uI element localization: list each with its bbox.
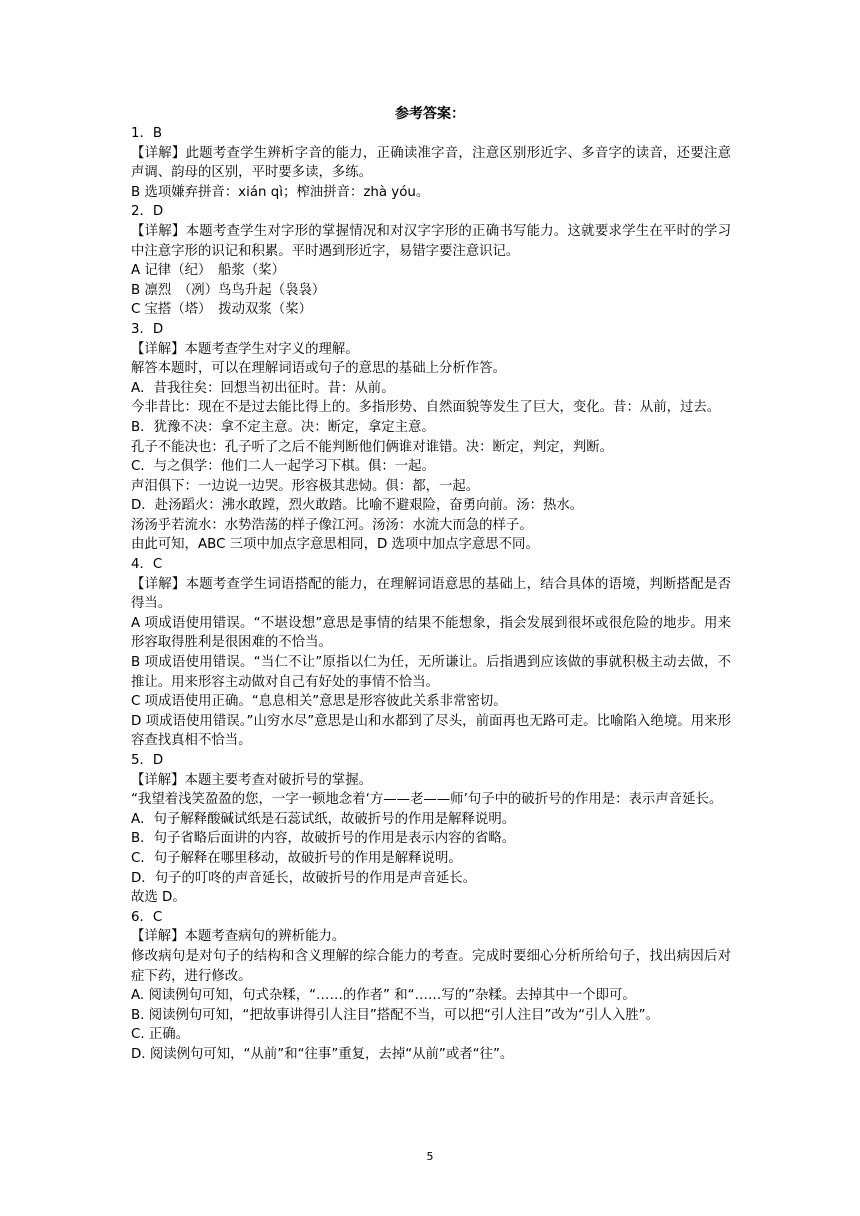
- explanation-text: C．与之俱学：他们二人一起学习下棋。俱：一起。: [131, 459, 435, 475]
- explanation-text: 【详解】本题考查学生词语搭配的能力，在理解词语意思的基础上，结合具体的语境，判断搭配是否得当。: [131, 576, 731, 612]
- explanation-text: B 凛烈 （冽）鸟鸟升起（袅袅）: [131, 282, 326, 298]
- explanation-text: 由此可知，ABC 三项中加点字意思相同，D 选项中加点字意思不同。: [131, 537, 539, 553]
- answer-number: 1．B: [131, 126, 163, 141]
- explanation-text: B. 阅读例句可知，“把故事讲得引人注目”搭配不当，可以把“引人注目”改为“引人入胜”。: [131, 1007, 659, 1023]
- explanation-text: 今非昔比：现在不是过去能比得上的。多指形势、自然面貌等发生了巨大，变化。昔：从前，过去。: [131, 400, 721, 416]
- explanation-text: 【详解】本题考查学生对字形的掌握情况和对汉字字形的正确书写能力。这就要求学生在平时的学习中注意字形的识记和积累。平时遇到形近字，易错字要注意识记。: [131, 223, 731, 259]
- explanation-text: B．句子省略后面讲的内容，故破折号的作用是表示内容的省略。: [131, 831, 516, 847]
- explanation-text: 声泪俱下：一边说一边哭。形容极其悲恸。俱：都，一起。: [131, 478, 480, 494]
- explanation-text: 解答本题时，可以在理解词语或句子的意思的基础上分析作答。: [131, 361, 506, 377]
- explanation-text: 【详解】本题考查学生对字义的理解。: [131, 341, 359, 357]
- explanation-text: A．句子解释酸碱试纸是石蕊试纸，故破折号的作用是解释说明。: [131, 811, 516, 827]
- explanation-text: D．句子的叮咚的声音延长，故破折号的作用是声音延长。: [131, 870, 477, 886]
- explanation-text: “我望着浅笑盈盈的您，一字一顿地念着‘方——老——师’句子中的破折号的作用是：表示声音延长。: [131, 792, 723, 808]
- explanation-text: C. 正确。: [131, 1027, 190, 1043]
- explanation-text: C．句子解释在哪里移动，故破折号的作用是解释说明。: [131, 850, 462, 866]
- explanation-text: A 记律（纪） 船浆（桨）: [131, 263, 286, 279]
- explanation-text: B 项成语使用错误。“当仁不让”原指以仁为任，无所谦让。后指遇到应该做的事就积极主动去做，不推让。用来形容主动做对自己有好处的事情不恰当。: [131, 655, 731, 690]
- explanation-text: D 项成语使用错误。”山穷水尽”意思是山和水都到了尽头，前面再也无路可走。比喻陷入绝境。用来形容查找真相不恰当。: [131, 713, 731, 749]
- explanation-text: C 宝搭（塔） 拨动双浆（桨）: [131, 302, 312, 318]
- explanation-text: C 项成语使用正确。“息息相关”意思是形容彼此关系非常密切。: [131, 694, 507, 710]
- explanation-text: B．犹豫不决：拿不定主意。决：断定，拿定主意。: [131, 419, 435, 435]
- page-title: 参考答案：: [395, 106, 465, 122]
- explanation-text: 故选 D。: [131, 890, 186, 906]
- answer-number: 6．C: [131, 909, 163, 925]
- explanation-text: D．赴汤蹈火：沸水敢蹚，烈火敢踏。比喻不避艰险，奋勇向前。汤：热水。: [131, 498, 584, 514]
- explanation-text: 修改病句是对句子的结构和含义理解的综合能力的考查。完成时要细心分析所给句子，找出病因后对症下药，进行修改。: [131, 948, 731, 984]
- explanation-text: 【详解】本题主要考查对破折号的掌握。: [131, 772, 373, 788]
- explanation-text: A．昔我往矣：回想当初出征时。昔：从前。: [131, 380, 395, 396]
- explanation-text: A 项成语使用错误。“不堪设想”意思是事情的结果不能想象，指会发展到很坏或很危险的地步。用来形容取得胜利是很困难的不恰当。: [131, 615, 731, 651]
- answer-number: 2．D: [131, 204, 164, 220]
- page-number: 5: [426, 1150, 434, 1163]
- explanation-text: A. 阅读例句可知，句式杂糅，“……的作者” 和“……写的”杂糅。去掉其中一个即可。: [131, 988, 636, 1004]
- answer-content: [131, 124, 731, 1065]
- explanation-text: D. 阅读例句可知，“从前”和“往事”重复，去掉“从前”或者“往”。: [131, 1046, 514, 1062]
- answer-number: 3．D: [131, 321, 164, 337]
- answer-number: 4．C: [131, 557, 163, 573]
- explanation-text: 【详解】本题考查病句的辨析能力。: [131, 929, 346, 945]
- answer-number: 5．D: [131, 753, 164, 768]
- explanation-text: B 选项嫌弃拼音：xián qì；榨油拼音：zhà yóu。: [131, 184, 430, 200]
- explanation-text: 【详解】此题考查学生辨析字音的能力，正确读准字音，注意区别形近字、多音字的读音，还要注意声调、韵母的区别，平时要多读，多练。: [131, 145, 731, 181]
- explanation-text: 汤汤乎若流水：水势浩荡的样子像江河。汤汤：水流大而急的样子。: [131, 517, 533, 533]
- explanation-text: 孔子不能决也：孔子听了之后不能判断他们俩谁对谁错。决：断定，判定，判断。: [131, 439, 614, 455]
